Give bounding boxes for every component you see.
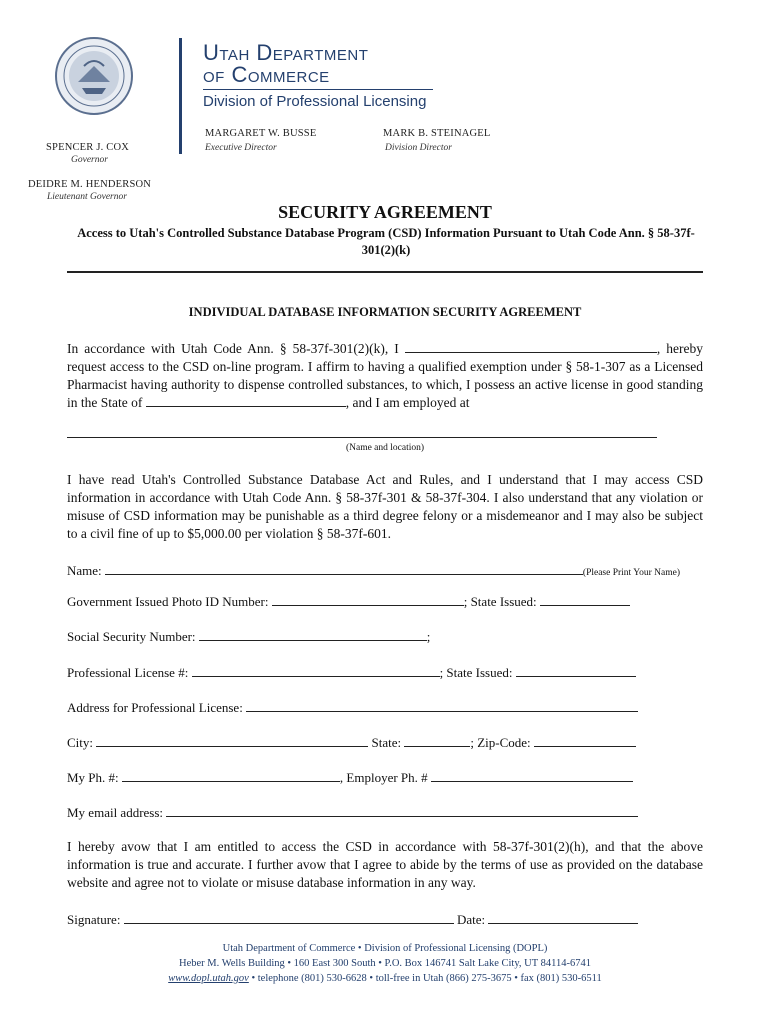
- name-row: [67, 562, 703, 579]
- zip-field[interactable]: [534, 734, 636, 747]
- name-location-caption: (Name and location): [345, 443, 425, 453]
- avowal-paragraph: I hereby avow that I am entitled to access the CSD in accordance with 58-37f-301(2)(h), and that the above information is true and accurate. I further avow that I agree to abide by the terms of use as provided on the database website and agree not to violate or misuse database information in any way.: [67, 839, 703, 890]
- name-field[interactable]: [105, 562, 583, 575]
- phone-field[interactable]: [122, 769, 340, 782]
- photo-id-state-label: ; State Issued:: [463, 594, 537, 609]
- state-seal-logo: [54, 36, 134, 116]
- photo-id-state-field[interactable]: [540, 593, 630, 606]
- professional-license-label: Professional License #:: [67, 665, 189, 680]
- acknowledgement-paragraph: I have read Utah's Controlled Substance Database Act and Rules, and I understand that I may access CSD information in accordance with Utah Code Ann. § 58-37f-301 & 58-37f-304. I also understand that any violation or misuse of CSD information may be punishable as a third degree felony or a misdemeanor and I may also be subject to a civil fine of up to $5,000.00 per violation § 58-37f-601.: [67, 472, 703, 541]
- date-label: Date:: [456, 912, 486, 927]
- footer-line3: [0, 971, 770, 986]
- division-name: Division of Professional Licensing: [203, 93, 427, 110]
- photo-id-label: Government Issued Photo ID Number:: [67, 594, 269, 609]
- dopl-website-link[interactable]: www.dopl.utah.gov: [168, 973, 249, 984]
- address-label: Address for Professional License:: [67, 700, 243, 715]
- address-row: [67, 699, 703, 716]
- title-divider: [67, 271, 703, 273]
- ssn-row: [67, 628, 703, 645]
- request-text-c: , and I am employed at: [345, 395, 470, 410]
- city-row: [67, 734, 703, 751]
- division-director-name: MARK B. STEINAGEL: [383, 128, 491, 139]
- license-state-blank[interactable]: [146, 394, 346, 407]
- division-director-title: Division Director: [385, 143, 452, 153]
- request-text-a: In accordance with Utah Code Ann. § 58-37f-301(2)(k), I: [67, 341, 399, 356]
- employer-phone-label: , Employer Ph. #: [339, 770, 428, 785]
- photo-id-row: [67, 593, 703, 610]
- governor-title: Governor: [71, 155, 108, 165]
- signature-field[interactable]: [124, 911, 454, 924]
- executive-director-title: Executive Director: [205, 143, 277, 153]
- name-hint: (Please Print Your Name): [582, 568, 681, 578]
- address-field[interactable]: [246, 699, 638, 712]
- professional-license-row: [67, 664, 703, 681]
- phone-row: [67, 769, 703, 786]
- zip-label: ; Zip-Code:: [470, 735, 531, 750]
- document-title: SECURITY AGREEMENT: [278, 202, 492, 222]
- professional-license-state-label: ; State Issued:: [439, 665, 513, 680]
- department-name-line2: of Commerce: [203, 62, 330, 87]
- governor-name: SPENCER J. COX: [46, 142, 130, 153]
- request-text-b: hereby request access to the CSD on-line program. I affirm to having a qualified exemption under § 58-1-307 as a Licensed Pharmacist having authority to dispense controlled substances, to which, I possess an active license in good standing in the State of: [67, 341, 704, 410]
- name-label: Name:: [67, 563, 102, 578]
- professional-license-state-field[interactable]: [516, 664, 636, 677]
- footer-line2: Heber M. Wells Building • 160 East 300 South • P.O. Box 146741 Salt Lake City, UT 84114-6741: [179, 958, 591, 969]
- city-label: City:: [67, 735, 94, 750]
- professional-license-field[interactable]: [192, 664, 440, 677]
- state-field[interactable]: [404, 734, 470, 747]
- applicant-name-blank[interactable]: [405, 340, 657, 353]
- employer-name-location-blank[interactable]: [67, 437, 657, 438]
- footer-contact: • telephone (801) 530-6628 • toll-free in Utah (866) 275-3675 • fax (801) 530-6511: [248, 973, 602, 984]
- signature-row: [67, 911, 703, 928]
- email-label: My email address:: [67, 805, 164, 820]
- request-paragraph: In accordance with Utah Code Ann. § 58-37f-301(2)(k), I , hereby request access to the CSD on-line program. I affirm to having a qualified exemption under § 58-1-307 as a Licensed Pharmacist having authority to dispense controlled substances, to which, I possess an active license in good standing in the State of , and I am employed at: [67, 341, 704, 410]
- footer-line1: Utah Department of Commerce • Division of Professional Licensing (DOPL): [222, 943, 548, 954]
- state-label: State:: [371, 735, 402, 750]
- date-field[interactable]: [488, 911, 638, 924]
- ssn-field[interactable]: [199, 628, 427, 641]
- lt-governor-name: DEIDRE M. HENDERSON: [28, 179, 152, 190]
- department-name-line1: Utah Department: [203, 40, 369, 65]
- document-subtitle: Access to Utah's Controlled Substance Database Program (CSD) Information Pursuant to Utah Code Ann. § 58-37f-301(2)(k): [77, 226, 695, 257]
- photo-id-field[interactable]: [272, 593, 464, 606]
- ssn-end: ;: [426, 629, 431, 644]
- phone-label: My Ph. #:: [67, 770, 119, 785]
- ssn-label: Social Security Number:: [67, 629, 196, 644]
- executive-director-name: MARGARET W. BUSSE: [205, 128, 317, 139]
- email-row: [67, 804, 703, 821]
- employer-phone-field[interactable]: [431, 769, 633, 782]
- brand-rule: [203, 89, 433, 90]
- section-heading: INDIVIDUAL DATABASE INFORMATION SECURITY AGREEMENT: [188, 305, 582, 319]
- lt-governor-title: Lieutenant Governor: [47, 192, 127, 202]
- signature-label: Signature:: [67, 912, 121, 927]
- header-divider: [179, 38, 182, 154]
- city-field[interactable]: [96, 734, 368, 747]
- email-field[interactable]: [166, 804, 638, 817]
